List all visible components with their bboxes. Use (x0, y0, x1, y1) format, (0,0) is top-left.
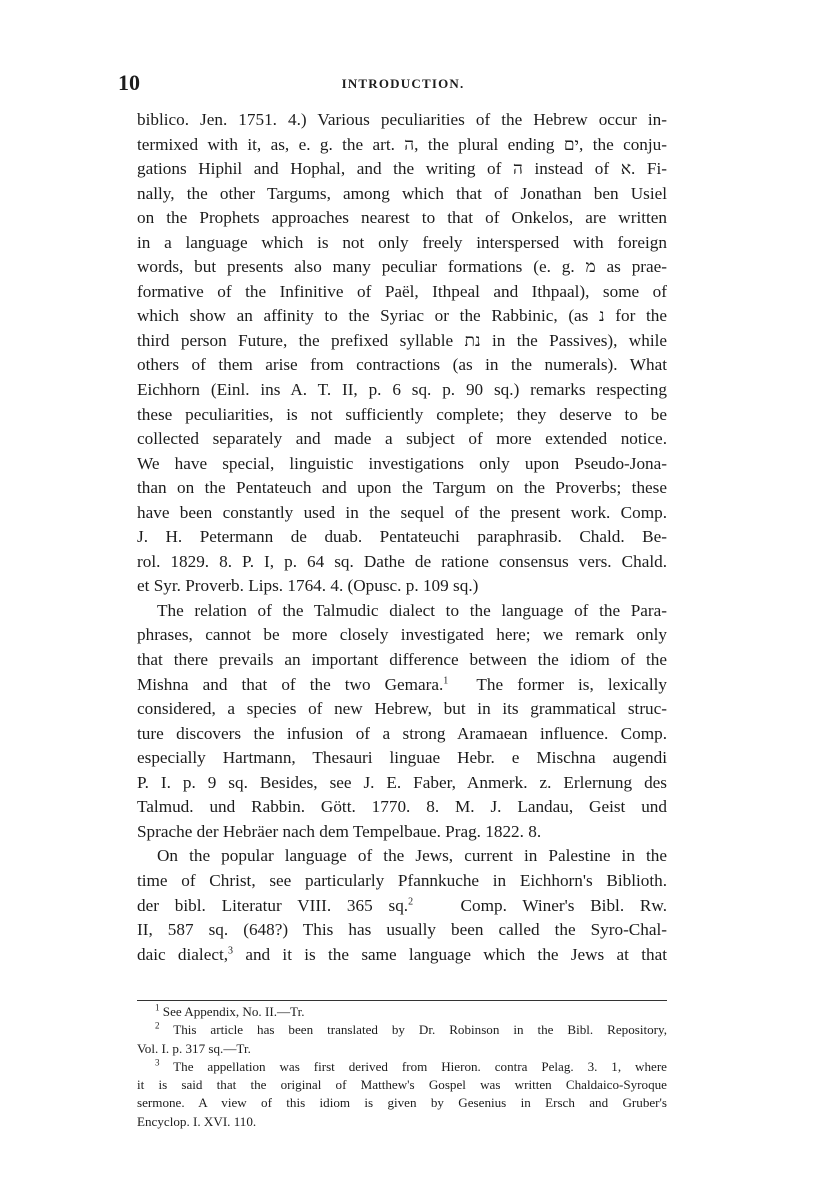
text-line: termixed with it, as, e. g. the art. ה, the plural ending ים, the conju- (137, 134, 667, 154)
text-line: gations Hiphil and Hophal, and the writing of ה instead of א. Fi- (137, 159, 667, 179)
text-line: especially Hartmann, Thesauri linguae Hebr. e Mischna augendi (137, 748, 667, 768)
text-line: biblico. Jen. 1751. 4.) Various peculiarities of the Hebrew occur in- (137, 110, 667, 129)
text-line: words, but presents also many peculiar formations (e. g. מ as prae- (137, 257, 667, 277)
text-line: Talmud. und Rabbin. Gött. 1770. 8. M. J. Landau, Geist und (137, 797, 667, 817)
footnote-rule (137, 1000, 667, 1001)
text-segment: der bibl. Literatur VIII. 365 sq. (137, 895, 409, 915)
text-line: than on the Pentateuch and upon the Targum on the Proverbs; these (137, 478, 667, 498)
text-line: P. I. p. 9 sq. Besides, see J. E. Faber, Anmerk. z. Erlernung des (137, 772, 667, 792)
main-text (137, 108, 667, 967)
text-line: third person Future, the prefixed syllable נת in the Passives), while (137, 330, 667, 350)
footnote-text: See Appendix, No. II.—Tr. (162, 1004, 305, 1019)
footnote-text: The appellation was first derived from Hieron. contra Pelag. 3. 1, where (173, 1058, 667, 1074)
text-line: rol. 1829. 8. P. I, p. 64 sq. Dathe de ratione consensus vers. Chald. (137, 551, 667, 571)
page-number: 10 (118, 70, 140, 95)
text-line: these peculiarities, is not sufficiently complete; they deserve to be (137, 404, 667, 424)
footnote (137, 1058, 667, 1076)
text-line: ture discovers the infusion of a strong Aramaean influence. Comp. (137, 723, 667, 743)
footnote-line: Encyclop. I. XVI. 110. (137, 1113, 257, 1129)
footnote-marker: 2 (155, 1020, 160, 1031)
text-line: The relation of the Talmudic dialect to the language of the Para- (157, 600, 667, 620)
text-line: J. H. Petermann de duab. Pentateuchi paraphrasib. Chald. Be- (137, 527, 667, 547)
text-line: Sprache der Hebräer nach dem Tempelbaue. Prag. 1822. 8. (137, 821, 542, 841)
text-line: time of Christ, see particularly Pfannkuche in Eichhorn's Biblioth. (137, 870, 667, 890)
footnote (137, 1003, 667, 1021)
footnote-line: sermone. A view of this idiom is given by Gesenius in Ersch and Gruber's (137, 1095, 667, 1111)
footnote-line: it is said that the original of Matthew's Gospel was written Chaldaico-Syroque (137, 1077, 667, 1093)
text-line: in a language which is not only freely interspersed with foreign (137, 232, 667, 252)
footnote-marker: 1 (155, 1002, 160, 1013)
text-segment: Comp. Winer's Bibl. Rw. (460, 895, 667, 915)
footnote-ref: 2 (408, 895, 414, 907)
text-line: We have special, linguistic investigations only upon Pseudo-Jona- (137, 453, 667, 473)
text-segment: The former is, lexically (476, 674, 668, 694)
text-line: that there prevails an important difference between the idiom of the (137, 650, 667, 670)
text-line: On the popular language of the Jews, current in Palestine in the (157, 846, 667, 866)
text-segment: and it is the same language which the Jews at that (245, 944, 668, 964)
running-head: INTRODUCTION. (341, 76, 465, 91)
text-segment: daic dialect, (137, 944, 229, 964)
text-line: on the Prophets approaches nearest to that of Onkelos, are written (137, 208, 667, 228)
text-segment: Mishna and that of the two Gemara. (137, 674, 444, 694)
text-line: have been constantly used in the sequel of the present work. Comp. (137, 502, 667, 522)
footnotes (137, 1003, 667, 1131)
text-line: et Syr. Proverb. Lips. 1764. 4. (Opusc. p. 109 sq.) (137, 576, 479, 596)
footnote-text: This article has been translated by Dr. Robinson in the Bibl. Repository, (173, 1022, 668, 1038)
footnote-ref: 1 (443, 674, 449, 686)
text-line: phrases, cannot be more closely investigated here; we remark only (137, 625, 667, 645)
text-line: Eichhorn (Einl. ins A. T. II, p. 6 sq. p. 90 sq.) remarks respecting (137, 380, 667, 400)
footnote-marker: 3 (155, 1057, 160, 1068)
footnote-line: Vol. I. p. 317 sq.—Tr. (137, 1040, 251, 1056)
text-line: II, 587 sq. (648?) This has usually been called the Syro-Chal- (137, 920, 667, 940)
footnote (137, 1021, 667, 1039)
text-line: others of them arise from contractions (as in the numerals). What (137, 355, 667, 375)
text-line: which show an affinity to the Syriac or the Rabbinic, (as נ for the (137, 306, 667, 326)
text-line: collected separately and made a subject of more extended notice. (137, 429, 667, 449)
page-header (118, 70, 688, 104)
text-line: nally, the other Targums, among which that of Jonathan ben Usiel (137, 183, 667, 203)
text-line (137, 673, 667, 698)
text-line (137, 943, 667, 968)
text-line (137, 894, 667, 919)
text-line: considered, a species of new Hebrew, but in its grammatical struc- (137, 699, 667, 719)
text-line: formative of the Infinitive of Paël, Ithpeal and Ithpaal), some of (137, 281, 667, 301)
footnote-ref: 3 (228, 944, 234, 956)
